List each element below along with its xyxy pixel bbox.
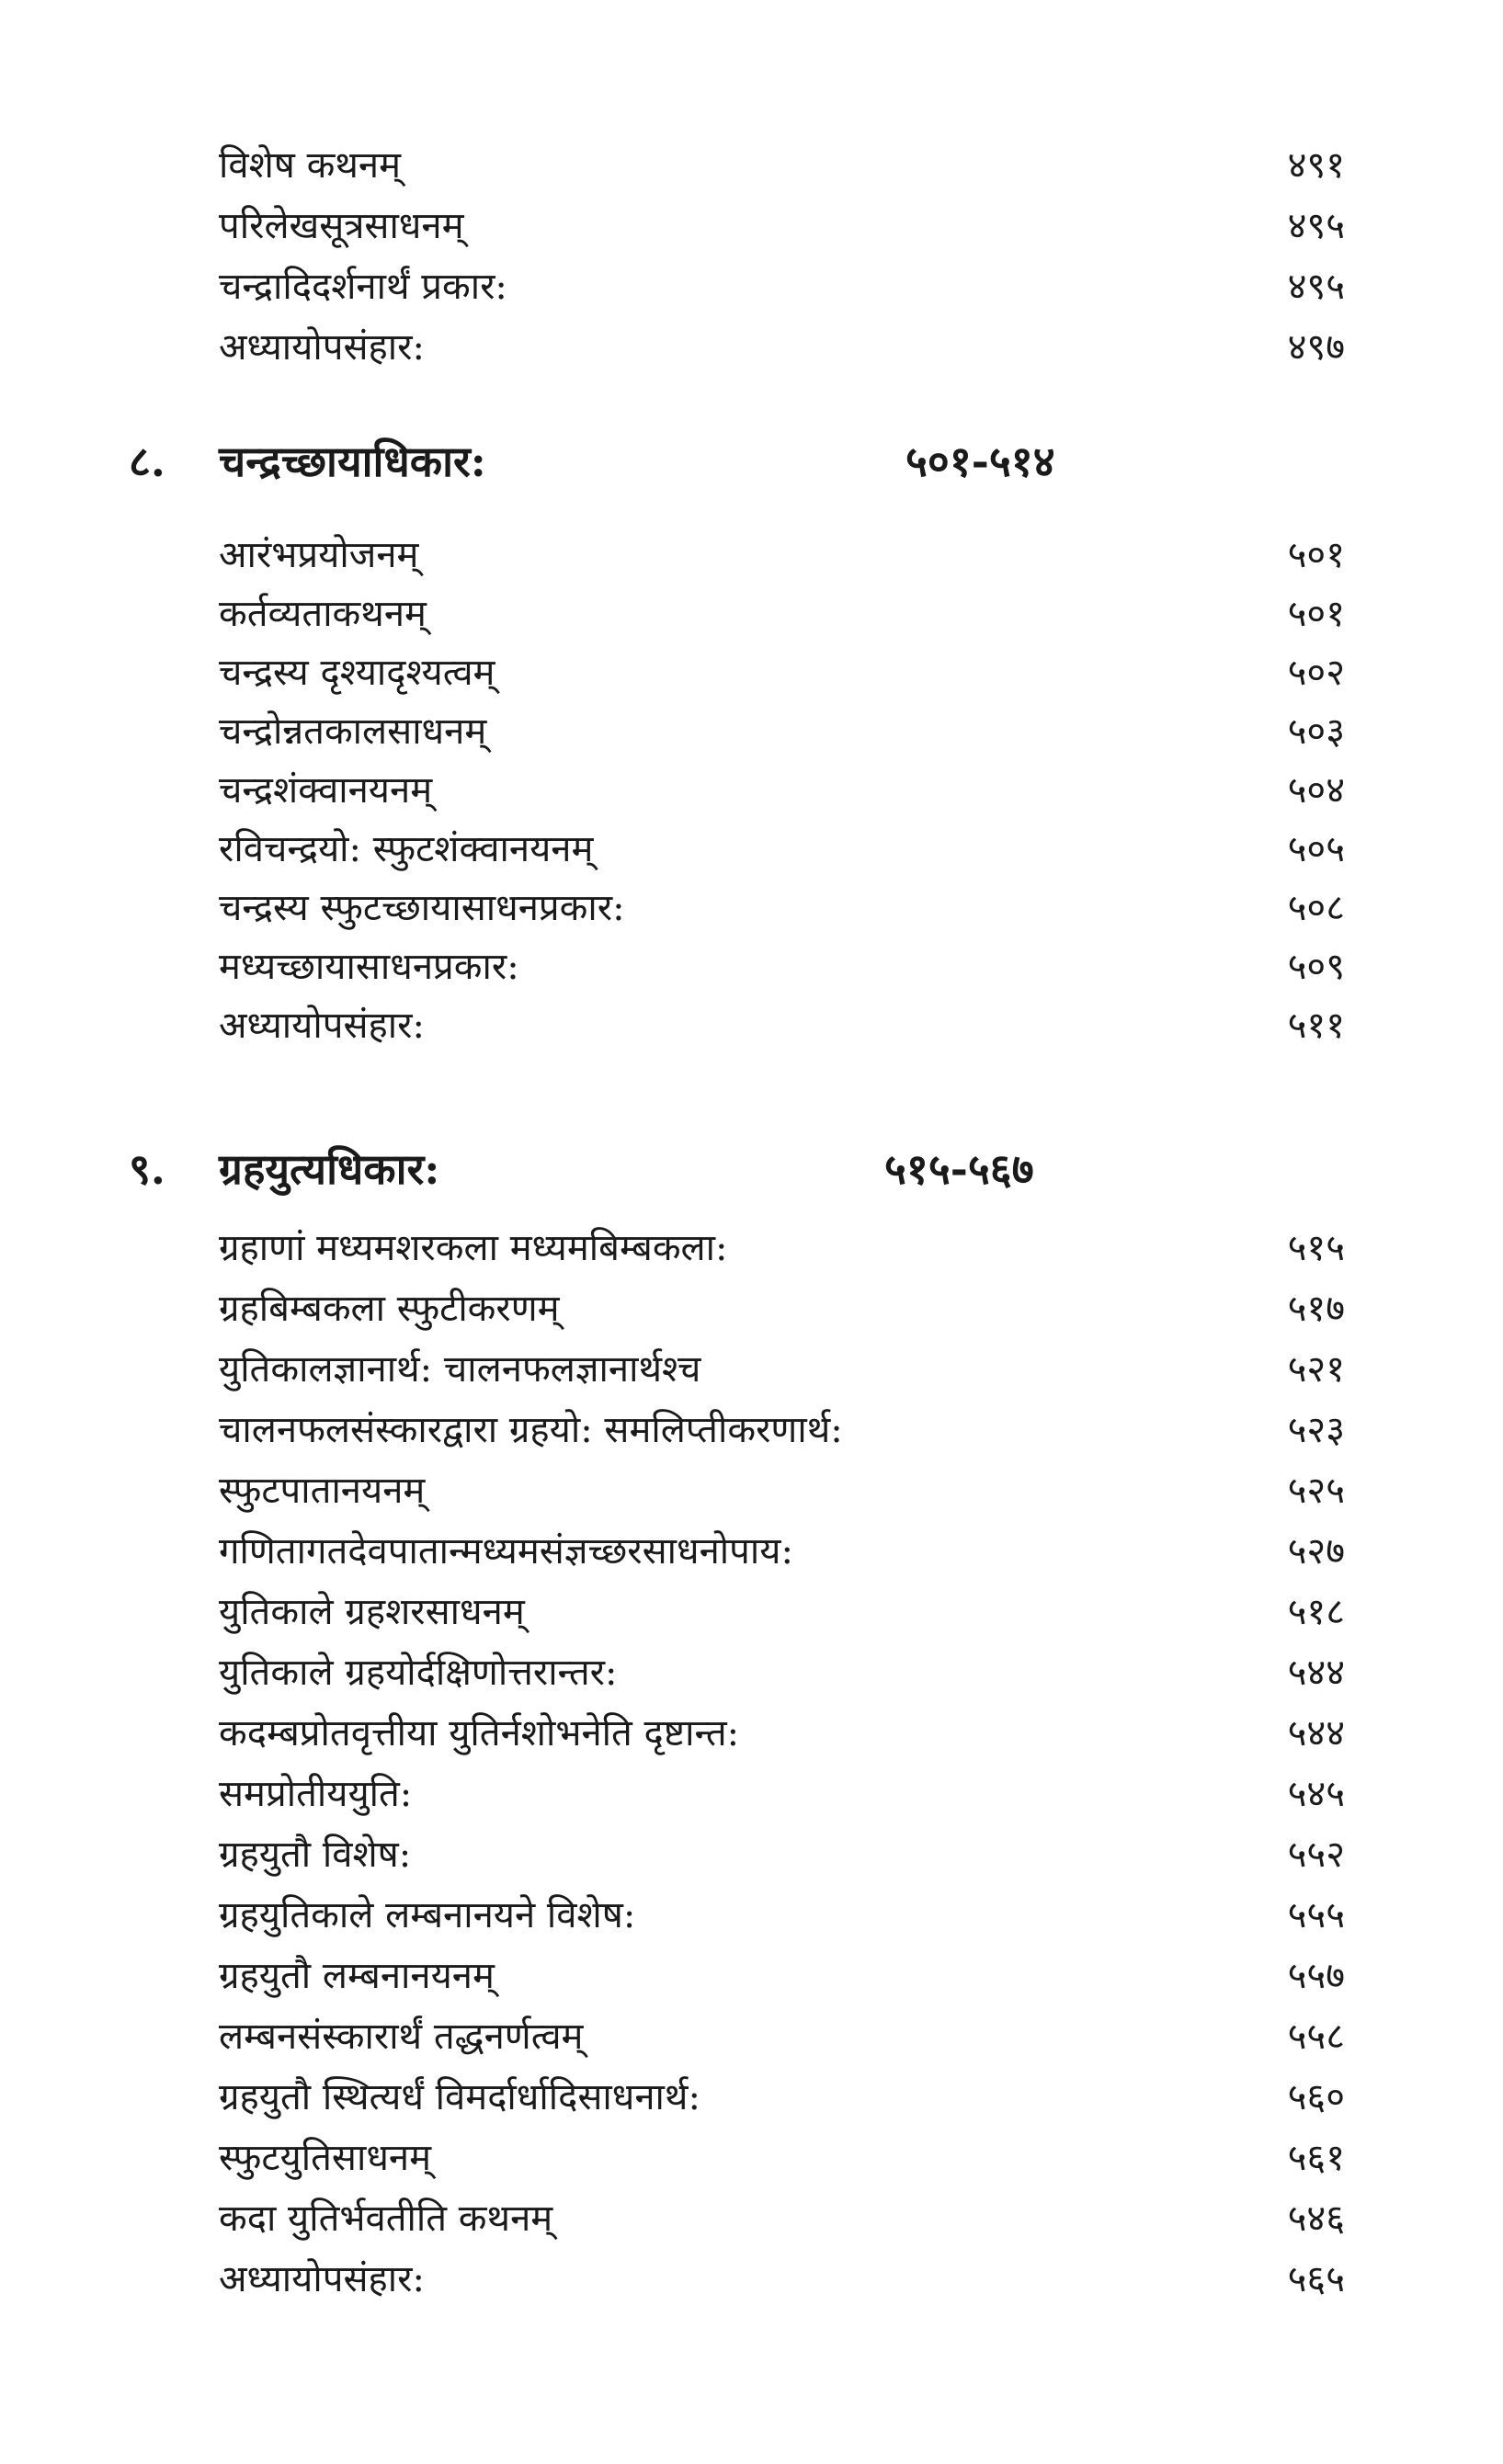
entry-page: ५६५	[1287, 2258, 1345, 2300]
entry-page: ५५२	[1287, 1834, 1345, 1876]
entry-title: मध्यच्छायासाधनप्रकार:	[219, 946, 519, 988]
entry-title: चन्द्रादिदर्शनार्थं प्रकार:	[219, 266, 507, 308]
entry-page: ५१७	[1287, 1288, 1345, 1330]
entry-title: अध्यायोपसंहार:	[219, 1005, 425, 1047]
entry-page: ५५८	[1287, 2015, 1345, 2058]
entry-title: स्फुटपातानयनम्	[219, 1470, 426, 1512]
entry-page: ४९५	[1287, 205, 1345, 247]
entry-title: ग्रहयुतौ लम्बनानयनम्	[219, 1955, 495, 1997]
entry-page: ५०१	[1287, 534, 1345, 576]
entry-title: कदा युतिर्भवतीति कथनम्	[219, 2197, 553, 2240]
toc-entry	[219, 261, 1345, 312]
entry-title: चन्द्रस्य स्फुटच्छायासाधनप्रकार:	[219, 887, 625, 929]
toc-entry	[219, 1222, 1345, 1274]
entry-page: ५०८	[1287, 887, 1345, 929]
entry-title: ग्रहबिम्बकला स्फुटीकरणम्	[219, 1288, 560, 1330]
toc-entry	[219, 1950, 1345, 2002]
entry-page: ५५५	[1287, 1894, 1345, 1936]
toc-entry	[219, 2132, 1345, 2184]
entry-page: ५२१	[1287, 1348, 1345, 1391]
entry-page: ४९७	[1287, 326, 1345, 369]
toc-entry	[219, 882, 1345, 934]
entry-page: ४९५	[1287, 266, 1345, 308]
entry-page: ५६०	[1287, 2076, 1345, 2118]
toc-entry	[219, 2193, 1345, 2244]
entry-title: गणितागतदेवपातान्मध्यमसंज्ञच्छरसाधनोपाय:	[219, 1530, 793, 1573]
entry-page: ५६१	[1287, 2137, 1345, 2179]
toc-entry	[219, 1526, 1345, 1577]
toc-entry	[219, 1586, 1345, 1638]
toc-entry	[219, 200, 1345, 252]
toc-entry	[219, 322, 1345, 373]
entry-page: ५०४	[1287, 769, 1345, 812]
entry-page: ४९१	[1287, 144, 1345, 187]
entry-title: रविचन्द्रयो: स्फुटशंक्वानयनम्	[219, 828, 594, 870]
entry-title: ग्रहाणां मध्यमशरकला मध्यमबिम्बकला:	[219, 1227, 728, 1269]
entry-title: ग्रहयुतौ स्थित्यर्धं विमर्दार्धादिसाधनार्थ:	[219, 2076, 700, 2118]
toc-entry	[219, 1890, 1345, 1941]
toc-entry	[219, 941, 1345, 993]
toc-entry	[219, 1647, 1345, 1698]
entry-title: परिलेखसूत्रसाधनम्	[219, 205, 464, 247]
entry-title: कर्तव्यताकथनम्	[219, 593, 427, 635]
entry-title: युतिकालज्ञानार्थ: चालनफलज्ञानार्थश्च	[219, 1348, 701, 1391]
toc-entry	[219, 1404, 1345, 1456]
entry-page: ५४६	[1287, 2197, 1345, 2240]
entry-title: ग्रहयुतिकाले लम्बनानयने विशेष:	[219, 1894, 636, 1936]
toc-entry	[219, 765, 1345, 816]
entry-page: ५१८	[1287, 1591, 1345, 1633]
chapter-number: ८.	[129, 437, 165, 486]
entry-title: चन्द्रोन्नतकालसाधनम्	[219, 710, 487, 753]
entry-title: चालनफलसंस्कारद्वारा ग्रहयो: समलिप्तीकरणार्थ:	[219, 1409, 843, 1451]
entry-page: ५४४	[1287, 1652, 1345, 1694]
toc-entry	[219, 1283, 1345, 1334]
entry-page: ५०२	[1287, 652, 1345, 694]
chapter-heading	[129, 1136, 1140, 1202]
chapter-page-range: ५०१-५१४	[905, 437, 1055, 486]
entry-title: चन्द्रशंक्वानयनम्	[219, 769, 433, 812]
chapter-number: ९.	[129, 1144, 165, 1194]
entry-page: ५१५	[1287, 1227, 1345, 1269]
entry-title: कदम्बप्रोतवृत्तीया युतिर्नशोभनेति दृष्टान्त:	[219, 1712, 740, 1754]
entry-title: चन्द्रस्य दृश्यादृश्यत्वम्	[219, 652, 495, 694]
toc-entry	[219, 1000, 1345, 1051]
entry-page: ५५७	[1287, 1955, 1345, 1997]
entry-page: ५४४	[1287, 1712, 1345, 1754]
entry-page: ५२७	[1287, 1530, 1345, 1573]
toc-entry	[219, 588, 1345, 640]
toc-entry	[219, 1708, 1345, 1759]
entry-page: ५०५	[1287, 828, 1345, 870]
entry-title: अध्यायोपसंहार:	[219, 326, 425, 369]
toc-entry	[219, 1344, 1345, 1395]
entry-page: ५०१	[1287, 593, 1345, 635]
toc-entry	[219, 1768, 1345, 1820]
toc-entry	[219, 1829, 1345, 1880]
toc-entry	[219, 823, 1345, 875]
toc-entry	[219, 706, 1345, 757]
entry-title: अध्यायोपसंहार:	[219, 2258, 425, 2300]
toc-entry	[219, 529, 1345, 581]
entry-page: ५२५	[1287, 1470, 1345, 1512]
toc-entry	[219, 2254, 1345, 2305]
toc-entry	[219, 2072, 1345, 2123]
entry-page: ५४५	[1287, 1773, 1345, 1815]
entry-page: ५०३	[1287, 710, 1345, 753]
entry-page: ५०९	[1287, 946, 1345, 988]
chapter-heading	[129, 428, 1140, 494]
chapter-page-range: ५१५-५६७	[884, 1144, 1034, 1194]
entry-title: समप्रोतीययुति:	[219, 1773, 413, 1815]
entry-title: लम्बनसंस्कारार्थं तद्धनर्णत्वम्	[219, 2015, 584, 2058]
entry-title: युतिकाले ग्रहशरसाधनम्	[219, 1591, 525, 1633]
entry-title: स्फुटयुतिसाधनम्	[219, 2137, 432, 2179]
chapter-name: ग्रहयुत्यधिकार:	[219, 1144, 440, 1194]
entry-page: ५२३	[1287, 1409, 1345, 1451]
entry-page: ५११	[1287, 1005, 1345, 1047]
toc-entry	[219, 2011, 1345, 2062]
entry-title: आरंभप्रयोजनम्	[219, 534, 419, 576]
toc-entry	[219, 1465, 1345, 1516]
entry-title: युतिकाले ग्रहयोर्दक्षिणोत्तरान्तर:	[219, 1652, 618, 1694]
entry-title: विशेष कथनम्	[219, 144, 402, 187]
toc-entry	[219, 647, 1345, 698]
chapter-name: चन्द्रच्छायाधिकार:	[219, 437, 486, 486]
toc-entry	[219, 140, 1345, 191]
entry-title: ग्रहयुतौ विशेष:	[219, 1834, 412, 1876]
